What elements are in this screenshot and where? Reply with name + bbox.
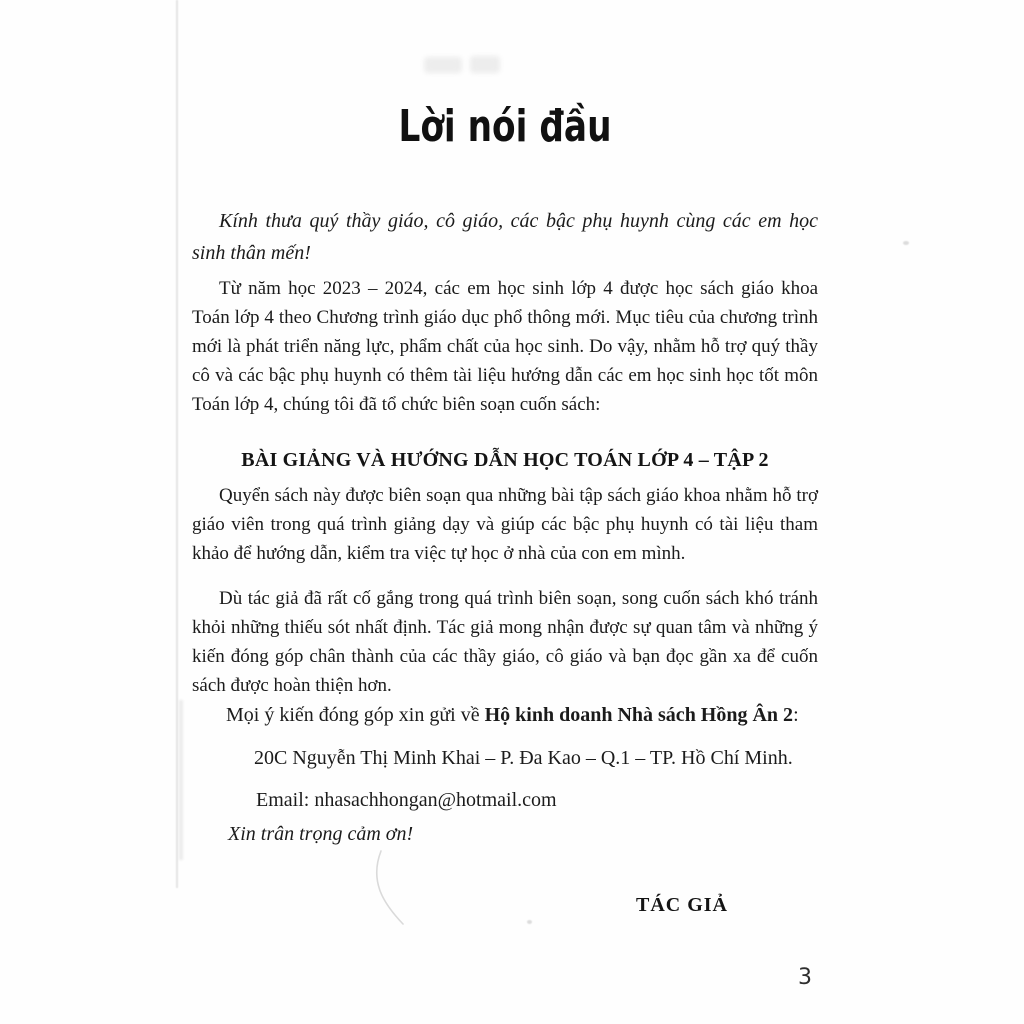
page-content	[192, 0, 818, 1024]
intro-paragraph: Từ năm học 2023 – 2024, các em học sinh lớp 4 được học sách giáo khoa Toán lớp 4 theo Chương trình giáo dục phổ thông mới. Mục tiêu của chương trình mới là phát triển năng lực, phẩm chất của học sinh. Do vậy, nhằm hỗ trợ quý thầy cô và các bậc phụ huynh có thêm tài liệu hướng dẫn các em học sinh học tốt môn Toán lớp 4, chúng tôi đã tổ chức biên soạn cuốn sách:	[192, 278, 818, 415]
purpose-paragraph: Quyển sách này được biên soạn qua những bài tập sách giáo khoa nhằm hỗ trợ giáo viên trong quá trình giảng dạy và giúp các bậc phụ huynh có tài liệu tham khảo để hướng dẫn, kiểm tra việc tự học ở nhà của con em mình.	[192, 485, 818, 564]
publisher-name: Hộ kinh doanh Nhà sách Hồng Ân 2	[484, 704, 794, 726]
feedback-line	[192, 704, 818, 727]
closing-line: Xin trân trọng cảm ơn!	[228, 823, 414, 845]
feedback-intro-text: Mọi ý kiến đóng góp xin gửi về	[226, 704, 485, 726]
feedback-suffix: :	[793, 704, 799, 726]
author-signature: TÁC GIẢ	[635, 894, 728, 916]
book-title: BÀI GIẢNG VÀ HƯỚNG DẪN HỌC TOÁN LỚP 4 – TẬP 2	[241, 449, 769, 471]
greeting-paragraph: Kính thưa quý thầy giáo, cô giáo, các bậc phụ huynh cùng các em học sinh thân mến!	[192, 210, 818, 264]
apology-paragraph: Dù tác giả đã rất cố gắng trong quá trình biên soạn, song cuốn sách khó tránh khỏi những thiếu sót nhất định. Tác giả mong nhận được sự quan tâm và những ý kiến đóng góp chân thành của các thầy giáo, cô giáo và bạn đọc gần xa để cuốn sách được hoàn thiện hơn.	[192, 588, 818, 696]
page-title: Lời nói đầu	[398, 101, 612, 152]
page-number: 3	[798, 965, 812, 990]
publisher-email: Email: nhasachhongan@hotmail.com	[256, 789, 557, 811]
publisher-address: 20C Nguyễn Thị Minh Khai – P. Đa Kao – Q.1 – TP. Hồ Chí Minh.	[254, 747, 793, 769]
